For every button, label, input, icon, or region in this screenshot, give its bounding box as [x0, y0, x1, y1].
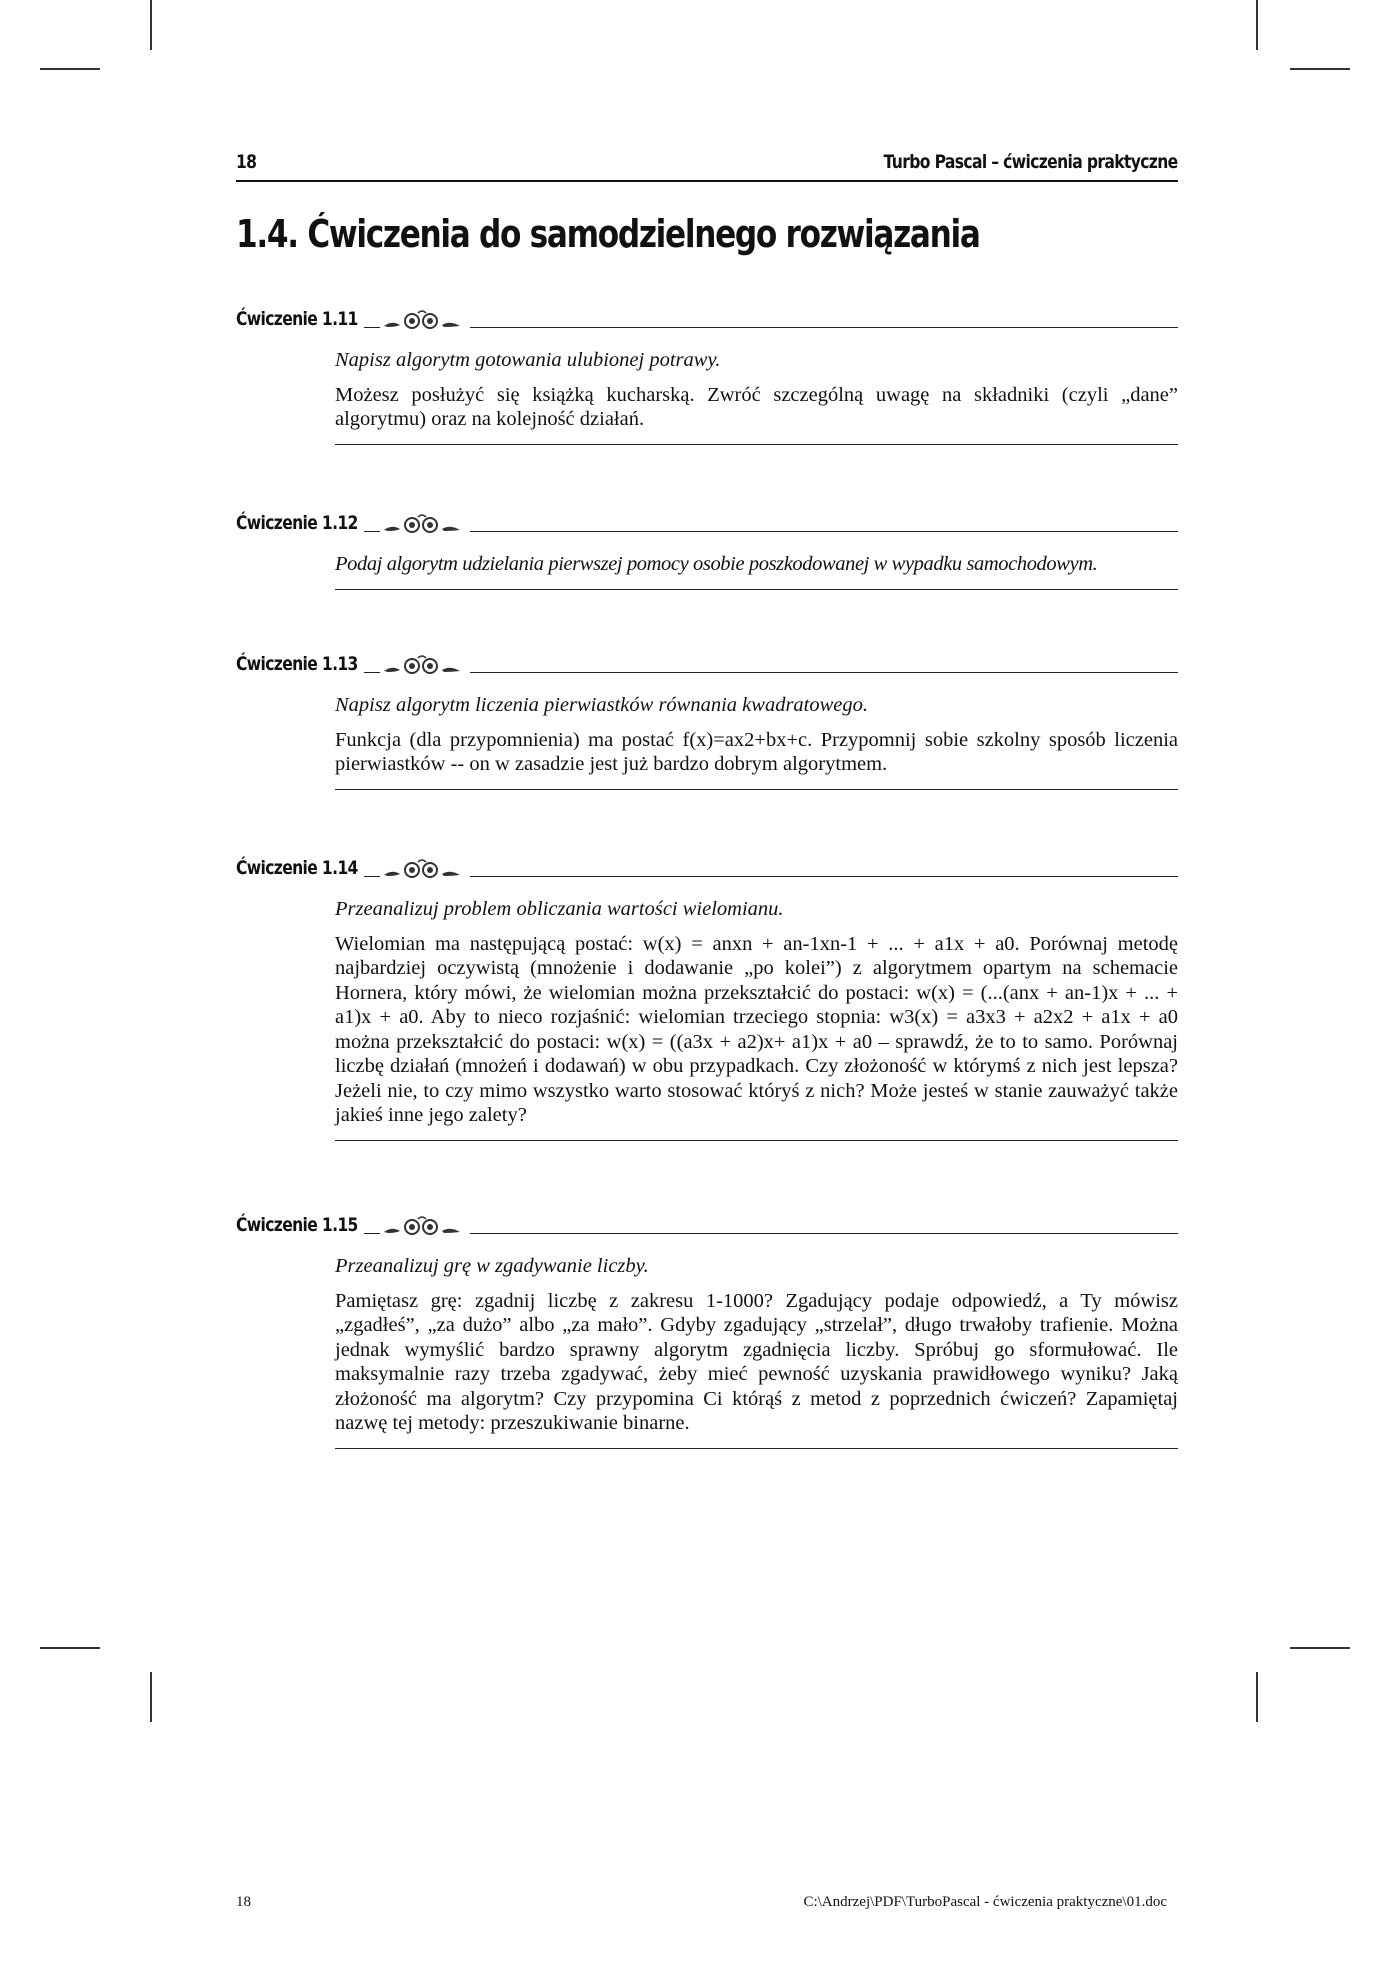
exercise-rule: [364, 327, 1178, 328]
exercise-1-12: [236, 510, 1178, 590]
crop-mark: [1256, 0, 1258, 50]
exercise-body: [335, 1254, 1178, 1436]
crop-mark: [150, 1672, 152, 1722]
exercise-header: [236, 855, 1178, 885]
exercise-header: [236, 306, 1178, 336]
footer-page-number: 18: [236, 1894, 251, 1910]
floral-ornament-icon: [380, 1214, 470, 1238]
exercise-1-11: [236, 306, 1178, 445]
footer-file-path: C:\Andrzej\PDF\TurboPascal - ćwiczenia praktyczne\01.doc: [803, 1894, 1167, 1910]
exercise-1-13: [236, 651, 1178, 790]
crop-mark: [150, 0, 152, 50]
exercise-label: Ćwiczenie 1.15: [236, 1214, 358, 1236]
exercise-body: [335, 693, 1178, 777]
exercise-task: Napisz algorytm gotowania ulubionej potrawy.: [335, 349, 721, 371]
exercise-label: Ćwiczenie 1.13: [236, 653, 358, 675]
crop-mark: [40, 1647, 100, 1649]
header-page-number: 18: [236, 151, 257, 173]
exercise-label: Ćwiczenie 1.14: [236, 857, 358, 879]
exercise-task: Przeanalizuj problem obliczania wartości wielomianu.: [335, 898, 784, 920]
floral-ornament-icon: [380, 857, 470, 881]
exercise-header: [236, 510, 1178, 540]
exercise-text: Funkcja (dla przypomnienia) ma postać f(x)=ax2+bx+c. Przypomnij sobie szkolny sposób liczenia pierwiastków -- on w zasadzie jest już bardzo dobrym algorytmem.: [335, 728, 1178, 775]
header-book-title: Turbo Pascal – ćwiczenia praktyczne: [883, 151, 1178, 173]
exercise-label: Ćwiczenie 1.11: [236, 308, 358, 330]
exercise-body: [335, 348, 1178, 432]
floral-ornament-icon: [380, 308, 470, 332]
running-header: [236, 150, 1178, 182]
exercise-label: Ćwiczenie 1.12: [236, 512, 358, 534]
section-title: 1.4. Ćwiczenia do samodzielnego rozwiązania: [236, 212, 980, 256]
floral-ornament-icon: [380, 512, 470, 536]
exercise-end-rule: [335, 1448, 1178, 1449]
exercise-task: Napisz algorytm liczenia pierwiastków równania kwadratowego.: [335, 694, 869, 716]
exercise-1-15: [236, 1212, 1178, 1449]
exercise-rule: [364, 672, 1178, 673]
exercise-text: Wielomian ma następującą postać: w(x) = anxn + an-1xn-1 + ... + a1x + a0. Porównaj metodę najbardziej oczywistą (mnożenie i dodawanie „po kolei”) z algorytmem opartym na schemacie Hornera, który mówi, że wielomian można przekształcić do postaci: w(x) = (...(anx + an-1)x + ... + a1)x + a0. Aby to nieco rozjaśnić: wielomian trzeciego stopnia: w3(x) = a3x3 + a2x2 + a1x + a0 można przekształcić do postaci: w(x) = ((a3x + a2)x+ a1)x + a0 – sprawdź, że to to samo. Porównaj liczbę działań (mnożeń i dodawań) w obu przypadkach. Czy złożoność w którymś z nich jest lepsza? Jeżeli nie, to czy mimo wszystko warto stosować któryś z nich? Może jesteś w stanie zauważyć także jakieś inne jego zalety?: [335, 932, 1178, 1126]
crop-mark: [40, 68, 100, 70]
exercise-header: [236, 1212, 1178, 1242]
exercise-rule: [364, 531, 1178, 532]
exercise-end-rule: [335, 1140, 1178, 1141]
exercise-body: [335, 552, 1178, 577]
exercise-1-14: [236, 855, 1178, 1141]
exercise-text: Możesz posłużyć się książką kucharską. Zwróć szczególną uwagę na składniki (czyli „dane” algorytmu) oraz na kolejność działań.: [335, 383, 1178, 430]
exercise-task: Przeanalizuj grę w zgadywanie liczby.: [335, 1255, 649, 1277]
exercise-end-rule: [335, 444, 1178, 445]
exercise-text: Pamiętasz grę: zgadnij liczbę z zakresu 1-1000? Zgadujący podaje odpowiedź, a Ty mówisz „zgadłeś”, „za dużo” albo „za mało”. Gdyby zgadujący „strzelał”, długo trwałoby trafienie. Można jednak wymyślić bardzo sprawny algorytm zgadnięcia liczby. Spróbuj go sformułować. Ile maksymalnie razy trzeba zgadywać, żeby mieć pewność uzyskania prawidłowego wyniku? Jaką złożoność ma algorytm? Czy przypomina Ci którąś z metod z poprzednich ćwiczeń? Zapamiętaj nazwę tej metody: przeszukiwanie binarne.: [335, 1289, 1178, 1434]
exercise-end-rule: [335, 789, 1178, 790]
exercise-header: [236, 651, 1178, 681]
crop-mark: [1290, 68, 1350, 70]
floral-ornament-icon: [380, 653, 470, 677]
exercise-end-rule: [335, 589, 1178, 590]
exercise-rule: [364, 876, 1178, 877]
crop-mark: [1290, 1647, 1350, 1649]
exercise-rule: [364, 1233, 1178, 1234]
exercise-task: Podaj algorytm udzielania pierwszej pomocy osobie poszkodowanej w wypadku samochodowym.: [335, 553, 1098, 575]
crop-mark: [1256, 1672, 1258, 1722]
exercise-body: [335, 897, 1178, 1128]
